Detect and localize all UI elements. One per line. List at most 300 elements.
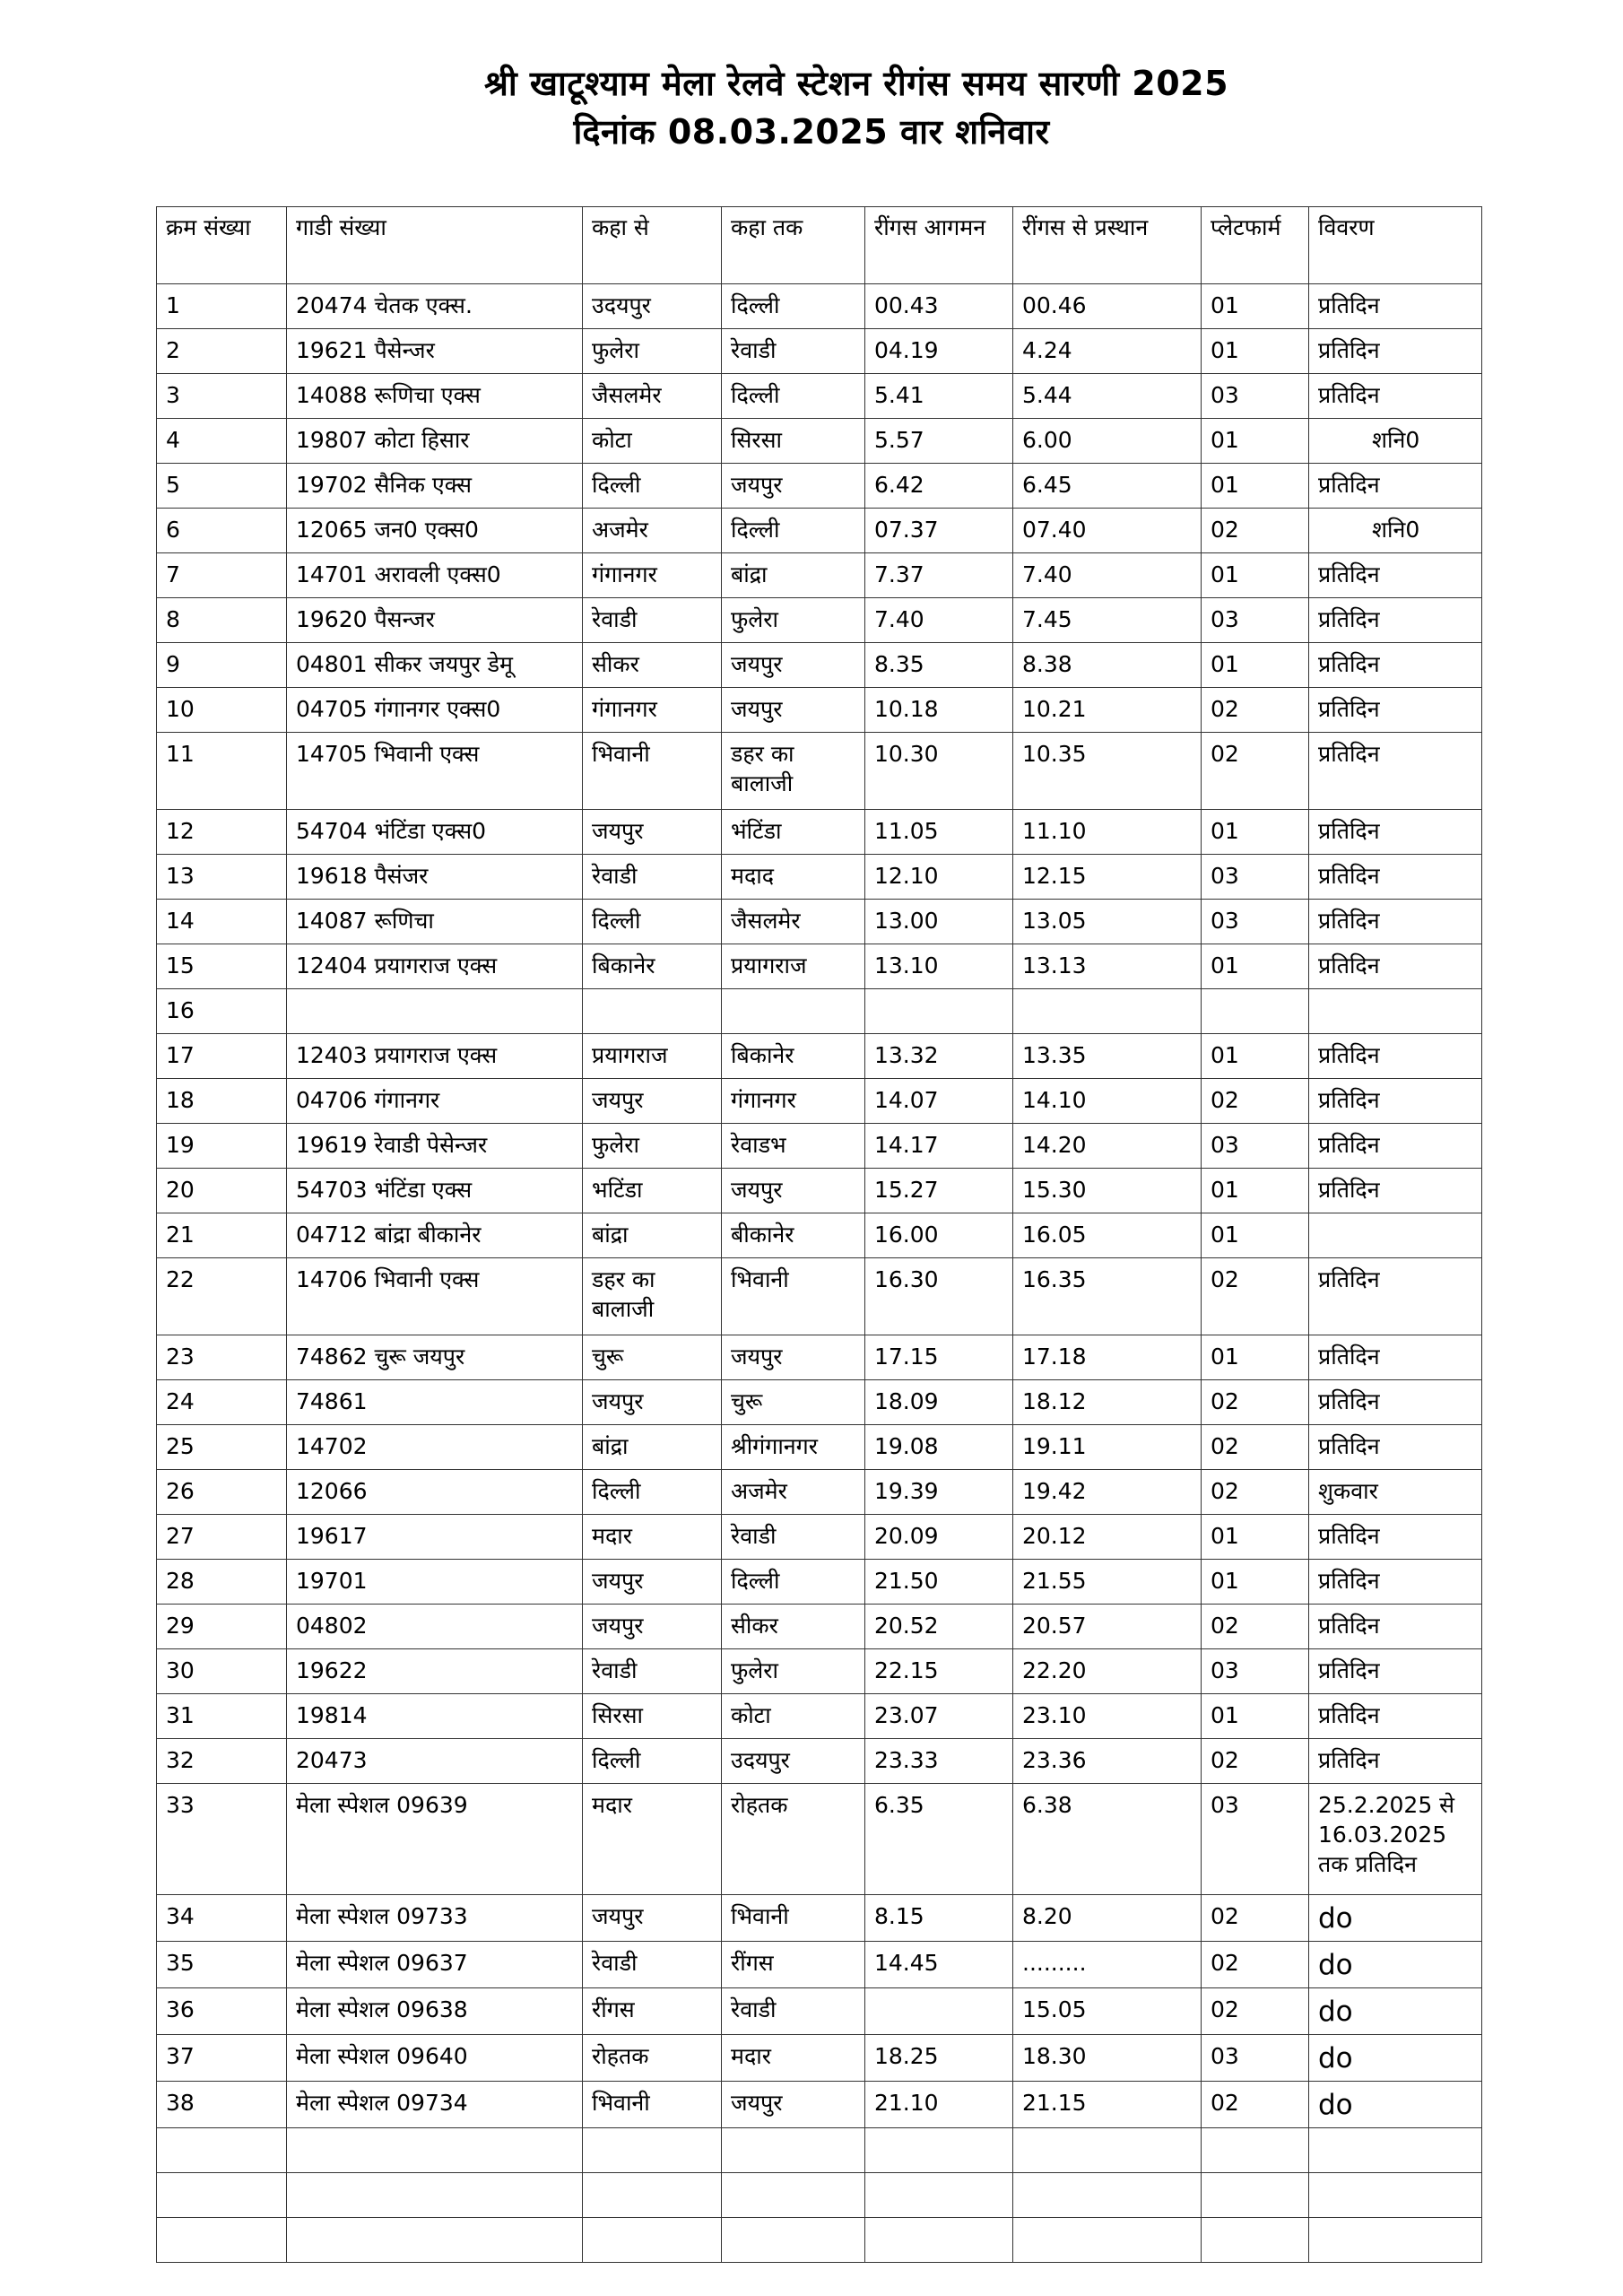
details-cell: प्रतिदिन: [1309, 855, 1482, 900]
from-cell: गंगानगर: [583, 688, 722, 733]
serial-cell: 2: [157, 329, 287, 374]
to-cell: जयपुर: [722, 1169, 865, 1213]
to-cell: चुरू: [722, 1380, 865, 1425]
departure-cell: 14.20: [1013, 1124, 1202, 1169]
arrival-cell: 5.57: [865, 419, 1013, 464]
from-cell: फुलेरा: [583, 329, 722, 374]
train-cell: [287, 2173, 583, 2218]
to-cell: सिरसा: [722, 419, 865, 464]
train-cell: 20473: [287, 1739, 583, 1784]
to-cell: फुलेरा: [722, 1649, 865, 1694]
serial-cell: [157, 2218, 287, 2263]
platform-cell: [1202, 2173, 1309, 2218]
arrival-cell: 14.17: [865, 1124, 1013, 1169]
table-row: [157, 1213, 1482, 1258]
details-cell: प्रतिदिन: [1309, 1560, 1482, 1605]
platform-cell: 01: [1202, 1560, 1309, 1605]
table-row: [157, 464, 1482, 509]
details-cell: प्रतिदिन: [1309, 733, 1482, 810]
train-cell: 14705 भिवानी एक्स: [287, 733, 583, 810]
table-row: [157, 2035, 1482, 2082]
departure-cell: 13.35: [1013, 1034, 1202, 1079]
arrival-cell: 16.30: [865, 1258, 1013, 1335]
from-cell: भिवानी: [583, 733, 722, 810]
serial-cell: 28: [157, 1560, 287, 1605]
details-cell: प्रतिदिन: [1309, 1124, 1482, 1169]
details-cell: 25.2.2025 से 16.03.2025 तक प्रतिदिन: [1309, 1784, 1482, 1895]
departure-cell: 7.40: [1013, 553, 1202, 598]
platform-cell: 02: [1202, 2082, 1309, 2128]
table-row: [157, 1988, 1482, 2035]
train-cell: 19702 सैनिक एक्स: [287, 464, 583, 509]
departure-cell: 15.30: [1013, 1169, 1202, 1213]
to-cell: जयपुर: [722, 2082, 865, 2128]
table-body: [157, 284, 1482, 2263]
details-cell: प्रतिदिन: [1309, 688, 1482, 733]
table-row: [157, 1380, 1482, 1425]
departure-cell: 20.57: [1013, 1605, 1202, 1649]
train-cell: 04801 सीकर जयपुर डेमू: [287, 643, 583, 688]
platform-cell: 02: [1202, 1895, 1309, 1942]
details-cell: शुकवार: [1309, 1470, 1482, 1515]
col-header: गाडी संख्या: [287, 207, 583, 284]
serial-cell: 26: [157, 1470, 287, 1515]
table-row: [157, 1258, 1482, 1335]
col-header: विवरण: [1309, 207, 1482, 284]
arrival-cell: 04.19: [865, 329, 1013, 374]
train-cell: 04712 बांद्रा बीकानेर: [287, 1213, 583, 1258]
details-cell: do: [1309, 2035, 1482, 2082]
departure-cell: 6.00: [1013, 419, 1202, 464]
page-subtitle: दिनांक 08.03.2025 वार शनिवार: [573, 112, 1050, 152]
platform-cell: 03: [1202, 374, 1309, 419]
train-cell: 19620 पैसन्जर: [287, 598, 583, 643]
to-cell: सीकर: [722, 1605, 865, 1649]
to-cell: बिकानेर: [722, 1034, 865, 1079]
to-cell: दिल्ली: [722, 1560, 865, 1605]
train-cell: 19621 पैसेन्जर: [287, 329, 583, 374]
from-cell: बांद्रा: [583, 1425, 722, 1470]
departure-cell: 6.38: [1013, 1784, 1202, 1895]
train-cell: 19622: [287, 1649, 583, 1694]
to-cell: मदार: [722, 2035, 865, 2082]
from-cell: जयपुर: [583, 1079, 722, 1124]
from-cell: जयपुर: [583, 1895, 722, 1942]
serial-cell: 29: [157, 1605, 287, 1649]
train-cell: मेला स्पेशल 09734: [287, 2082, 583, 2128]
arrival-cell: 20.52: [865, 1605, 1013, 1649]
train-cell: [287, 2218, 583, 2263]
to-cell: उदयपुर: [722, 1739, 865, 1784]
departure-cell: 6.45: [1013, 464, 1202, 509]
departure-cell: 4.24: [1013, 329, 1202, 374]
from-cell: दिल्ली: [583, 1739, 722, 1784]
details-cell: प्रतिदिन: [1309, 598, 1482, 643]
from-cell: जयपुर: [583, 1605, 722, 1649]
table-row: [157, 2173, 1482, 2218]
details-cell: [1309, 989, 1482, 1034]
table-row: [157, 1605, 1482, 1649]
arrival-cell: 8.35: [865, 643, 1013, 688]
details-cell: प्रतिदिन: [1309, 1335, 1482, 1380]
platform-cell: 03: [1202, 2035, 1309, 2082]
serial-cell: 31: [157, 1694, 287, 1739]
to-cell: जयपुर: [722, 643, 865, 688]
arrival-cell: 14.07: [865, 1079, 1013, 1124]
arrival-cell: 6.42: [865, 464, 1013, 509]
platform-cell: 01: [1202, 944, 1309, 989]
serial-cell: 16: [157, 989, 287, 1034]
details-cell: प्रतिदिन: [1309, 464, 1482, 509]
platform-cell: [1202, 989, 1309, 1034]
table-row: [157, 643, 1482, 688]
table-row: [157, 1079, 1482, 1124]
platform-cell: 02: [1202, 1739, 1309, 1784]
serial-cell: 38: [157, 2082, 287, 2128]
departure-cell: 19.42: [1013, 1470, 1202, 1515]
platform-cell: 01: [1202, 329, 1309, 374]
serial-cell: 8: [157, 598, 287, 643]
from-cell: रेवाडी: [583, 1942, 722, 1988]
col-header: क्रम संख्या: [157, 207, 287, 284]
train-cell: 19619 रेवाडी पेसेन्जर: [287, 1124, 583, 1169]
departure-cell: 15.05: [1013, 1988, 1202, 2035]
arrival-cell: 18.09: [865, 1380, 1013, 1425]
details-cell: प्रतिदिन: [1309, 553, 1482, 598]
to-cell: मदाद: [722, 855, 865, 900]
train-cell: 19617: [287, 1515, 583, 1560]
arrival-cell: 22.15: [865, 1649, 1013, 1694]
arrival-cell: 21.10: [865, 2082, 1013, 2128]
serial-cell: 18: [157, 1079, 287, 1124]
from-cell: रेवाडी: [583, 598, 722, 643]
serial-cell: 27: [157, 1515, 287, 1560]
departure-cell: 00.46: [1013, 284, 1202, 329]
train-cell: 04705 गंगानगर एक्स0: [287, 688, 583, 733]
table-row: [157, 1784, 1482, 1895]
table-row: [157, 509, 1482, 553]
to-cell: दिल्ली: [722, 509, 865, 553]
to-cell: फुलेरा: [722, 598, 865, 643]
to-cell: जयपुर: [722, 1335, 865, 1380]
serial-cell: 35: [157, 1942, 287, 1988]
departure-cell: 10.21: [1013, 688, 1202, 733]
to-cell: डहर का बालाजी: [722, 733, 865, 810]
arrival-cell: [865, 989, 1013, 1034]
details-cell: प्रतिदिन: [1309, 374, 1482, 419]
arrival-cell: 20.09: [865, 1515, 1013, 1560]
to-cell: [722, 989, 865, 1034]
details-cell: शनि0: [1309, 419, 1482, 464]
departure-cell: .........: [1013, 1942, 1202, 1988]
from-cell: मदार: [583, 1515, 722, 1560]
arrival-cell: 10.30: [865, 733, 1013, 810]
platform-cell: 02: [1202, 1079, 1309, 1124]
arrival-cell: [865, 2128, 1013, 2173]
train-cell: मेला स्पेशल 09640: [287, 2035, 583, 2082]
departure-cell: 13.13: [1013, 944, 1202, 989]
departure-cell: 11.10: [1013, 810, 1202, 855]
table-row: [157, 1694, 1482, 1739]
platform-cell: 02: [1202, 1258, 1309, 1335]
departure-cell: 17.18: [1013, 1335, 1202, 1380]
col-header: प्लेटफार्म: [1202, 207, 1309, 284]
arrival-cell: 13.32: [865, 1034, 1013, 1079]
arrival-cell: 14.45: [865, 1942, 1013, 1988]
train-cell: मेला स्पेशल 09637: [287, 1942, 583, 1988]
departure-cell: 21.55: [1013, 1560, 1202, 1605]
table-row: [157, 855, 1482, 900]
to-cell: रेवाडी: [722, 329, 865, 374]
departure-cell: 8.38: [1013, 643, 1202, 688]
arrival-cell: 18.25: [865, 2035, 1013, 2082]
from-cell: कोटा: [583, 419, 722, 464]
details-cell: प्रतिदिन: [1309, 1425, 1482, 1470]
serial-cell: 7: [157, 553, 287, 598]
departure-cell: 16.05: [1013, 1213, 1202, 1258]
train-cell: 12066: [287, 1470, 583, 1515]
departure-cell: 19.11: [1013, 1425, 1202, 1470]
table-row: [157, 598, 1482, 643]
departure-cell: 18.12: [1013, 1380, 1202, 1425]
to-cell: जयपुर: [722, 688, 865, 733]
arrival-cell: 23.07: [865, 1694, 1013, 1739]
from-cell: दिल्ली: [583, 464, 722, 509]
from-cell: बिकानेर: [583, 944, 722, 989]
table-row: [157, 810, 1482, 855]
serial-cell: 14: [157, 900, 287, 944]
platform-cell: 02: [1202, 1380, 1309, 1425]
from-cell: जैसलमेर: [583, 374, 722, 419]
train-cell: 14702: [287, 1425, 583, 1470]
train-cell: 74861: [287, 1380, 583, 1425]
departure-cell: 8.20: [1013, 1895, 1202, 1942]
departure-cell: 23.10: [1013, 1694, 1202, 1739]
details-cell: [1309, 2218, 1482, 2263]
details-cell: प्रतिदिन: [1309, 1605, 1482, 1649]
to-cell: [722, 2173, 865, 2218]
train-cell: 54704 भंटिंडा एक्स0: [287, 810, 583, 855]
arrival-cell: 11.05: [865, 810, 1013, 855]
table-row: [157, 1425, 1482, 1470]
serial-cell: 3: [157, 374, 287, 419]
platform-cell: 02: [1202, 688, 1309, 733]
platform-cell: 03: [1202, 855, 1309, 900]
from-cell: रेवाडी: [583, 1649, 722, 1694]
table-row: [157, 553, 1482, 598]
serial-cell: 25: [157, 1425, 287, 1470]
platform-cell: 03: [1202, 598, 1309, 643]
details-cell: शनि0: [1309, 509, 1482, 553]
train-cell: 20474 चेतक एक्स.: [287, 284, 583, 329]
platform-cell: 01: [1202, 553, 1309, 598]
to-cell: जयपुर: [722, 464, 865, 509]
arrival-cell: 13.00: [865, 900, 1013, 944]
table-row: [157, 1034, 1482, 1079]
to-cell: [722, 2218, 865, 2263]
table-row: [157, 1515, 1482, 1560]
platform-cell: [1202, 2128, 1309, 2173]
to-cell: रेवाडी: [722, 1988, 865, 2035]
to-cell: रेवाडभ: [722, 1124, 865, 1169]
from-cell: सिरसा: [583, 1694, 722, 1739]
train-cell: 12065 जन0 एक्स0: [287, 509, 583, 553]
details-cell: प्रतिदिन: [1309, 1380, 1482, 1425]
from-cell: अजमेर: [583, 509, 722, 553]
arrival-cell: 7.40: [865, 598, 1013, 643]
to-cell: श्रीगंगानगर: [722, 1425, 865, 1470]
from-cell: चुरू: [583, 1335, 722, 1380]
from-cell: [583, 2218, 722, 2263]
details-cell: प्रतिदिन: [1309, 1079, 1482, 1124]
serial-cell: 34: [157, 1895, 287, 1942]
details-cell: प्रतिदिन: [1309, 1515, 1482, 1560]
platform-cell: 02: [1202, 1988, 1309, 2035]
platform-cell: 01: [1202, 643, 1309, 688]
from-cell: जयपुर: [583, 1560, 722, 1605]
platform-cell: 01: [1202, 1034, 1309, 1079]
details-cell: [1309, 2128, 1482, 2173]
from-cell: भिवानी: [583, 2082, 722, 2128]
from-cell: रेवाडी: [583, 855, 722, 900]
from-cell: [583, 2128, 722, 2173]
train-cell: 04706 गंगानगर: [287, 1079, 583, 1124]
arrival-cell: 16.00: [865, 1213, 1013, 1258]
serial-cell: 9: [157, 643, 287, 688]
serial-cell: 21: [157, 1213, 287, 1258]
table-row: [157, 900, 1482, 944]
platform-cell: 01: [1202, 1213, 1309, 1258]
platform-cell: 03: [1202, 1784, 1309, 1895]
serial-cell: 32: [157, 1739, 287, 1784]
train-cell: 04802: [287, 1605, 583, 1649]
details-cell: प्रतिदिन: [1309, 1649, 1482, 1694]
train-cell: [287, 2128, 583, 2173]
arrival-cell: [865, 2218, 1013, 2263]
table-row: [157, 1739, 1482, 1784]
from-cell: बांद्रा: [583, 1213, 722, 1258]
train-cell: 14088 रूणिचा एक्स: [287, 374, 583, 419]
details-cell: do: [1309, 1942, 1482, 1988]
serial-cell: 19: [157, 1124, 287, 1169]
departure-cell: [1013, 2173, 1202, 2218]
to-cell: [722, 2128, 865, 2173]
departure-cell: 21.15: [1013, 2082, 1202, 2128]
col-header: रींगस आगमन: [865, 207, 1013, 284]
from-cell: प्रयागराज: [583, 1034, 722, 1079]
departure-cell: 16.35: [1013, 1258, 1202, 1335]
serial-cell: 10: [157, 688, 287, 733]
table-row: [157, 419, 1482, 464]
serial-cell: 24: [157, 1380, 287, 1425]
to-cell: बीकानेर: [722, 1213, 865, 1258]
departure-cell: 12.15: [1013, 855, 1202, 900]
serial-cell: 1: [157, 284, 287, 329]
arrival-cell: 12.10: [865, 855, 1013, 900]
table-row: [157, 284, 1482, 329]
to-cell: गंगानगर: [722, 1079, 865, 1124]
train-cell: मेला स्पेशल 09638: [287, 1988, 583, 2035]
from-cell: रोहतक: [583, 2035, 722, 2082]
platform-cell: 01: [1202, 464, 1309, 509]
departure-cell: 5.44: [1013, 374, 1202, 419]
from-cell: [583, 989, 722, 1034]
serial-cell: 5: [157, 464, 287, 509]
train-cell: 12404 प्रयागराज एक्स: [287, 944, 583, 989]
from-cell: जयपुर: [583, 1380, 722, 1425]
serial-cell: 13: [157, 855, 287, 900]
header-row: [157, 207, 1482, 284]
from-cell: रींगस: [583, 1988, 722, 2035]
table-row: [157, 733, 1482, 810]
train-cell: 74862 चुरू जयपुर: [287, 1335, 583, 1380]
arrival-cell: 19.08: [865, 1425, 1013, 1470]
to-cell: रोहतक: [722, 1784, 865, 1895]
serial-cell: 37: [157, 2035, 287, 2082]
serial-cell: 12: [157, 810, 287, 855]
table-row: [157, 989, 1482, 1034]
table-row: [157, 1649, 1482, 1694]
to-cell: भिवानी: [722, 1258, 865, 1335]
train-cell: 19701: [287, 1560, 583, 1605]
to-cell: भंटिंडा: [722, 810, 865, 855]
departure-cell: 10.35: [1013, 733, 1202, 810]
arrival-cell: 8.15: [865, 1895, 1013, 1942]
platform-cell: 03: [1202, 1649, 1309, 1694]
table-row: [157, 329, 1482, 374]
details-cell: do: [1309, 2082, 1482, 2128]
serial-cell: 23: [157, 1335, 287, 1380]
departure-cell: [1013, 2128, 1202, 2173]
table-row: [157, 1470, 1482, 1515]
details-cell: प्रतिदिन: [1309, 643, 1482, 688]
table-row: [157, 1124, 1482, 1169]
arrival-cell: 10.18: [865, 688, 1013, 733]
platform-cell: 02: [1202, 733, 1309, 810]
platform-cell: 02: [1202, 1425, 1309, 1470]
departure-cell: [1013, 989, 1202, 1034]
arrival-cell: 13.10: [865, 944, 1013, 989]
departure-cell: 18.30: [1013, 2035, 1202, 2082]
serial-cell: 30: [157, 1649, 287, 1694]
from-cell: सीकर: [583, 643, 722, 688]
platform-cell: 01: [1202, 1515, 1309, 1560]
train-cell: 12403 प्रयागराज एक्स: [287, 1034, 583, 1079]
platform-cell: 03: [1202, 1124, 1309, 1169]
platform-cell: [1202, 2218, 1309, 2263]
details-cell: do: [1309, 1895, 1482, 1942]
platform-cell: 01: [1202, 1169, 1309, 1213]
to-cell: जैसलमेर: [722, 900, 865, 944]
serial-cell: [157, 2128, 287, 2173]
details-cell: प्रतिदिन: [1309, 284, 1482, 329]
train-cell: 14087 रूणिचा: [287, 900, 583, 944]
departure-cell: 23.36: [1013, 1739, 1202, 1784]
arrival-cell: [865, 1988, 1013, 2035]
departure-cell: 14.10: [1013, 1079, 1202, 1124]
platform-cell: 02: [1202, 1470, 1309, 1515]
arrival-cell: 15.27: [865, 1169, 1013, 1213]
details-cell: प्रतिदिन: [1309, 810, 1482, 855]
page-title: श्री खाटूश्याम मेला रेलवे स्टेशन रीगंस समय सारणी 2025: [483, 64, 1229, 103]
arrival-cell: 7.37: [865, 553, 1013, 598]
details-cell: प्रतिदिन: [1309, 900, 1482, 944]
from-cell: भटिंडा: [583, 1169, 722, 1213]
platform-cell: 01: [1202, 419, 1309, 464]
platform-cell: 01: [1202, 1694, 1309, 1739]
arrival-cell: 19.39: [865, 1470, 1013, 1515]
to-cell: दिल्ली: [722, 284, 865, 329]
